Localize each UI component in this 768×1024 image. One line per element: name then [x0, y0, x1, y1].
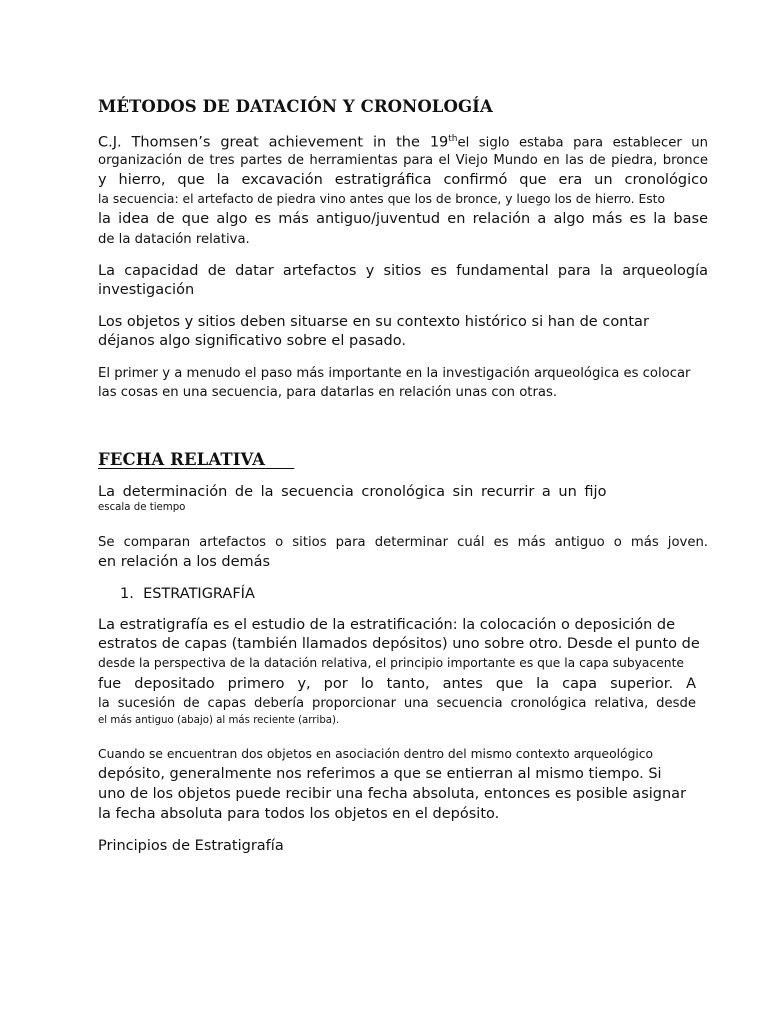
document-title: MÉTODOS DE DATACIÓN Y CRONOLOGÍA: [98, 97, 493, 116]
paragraph-7-line-1: La estratigrafía es el estudio de la estratificación: la colocación o deposición de: [98, 617, 676, 633]
paragraph-7-line-3: desde la perspectiva de la datación relativa, el principio importante es que la capa subyacente: [98, 656, 684, 670]
paragraph-7-line-4: fue depositado primero y, por lo tanto, antes que la capa superior. A: [98, 676, 696, 692]
paragraph-6-line-2: en relación a los demás: [98, 554, 271, 570]
p1-line1-main: C.J. Thomsen’s great achievement in the 19: [98, 134, 449, 151]
paragraph-5-line-2: escala de tiempo: [98, 502, 186, 513]
paragraph-1-line-4: la secuencia: el artefacto de piedra vino antes que los de bronce, y luego los de hierro. Esto: [98, 192, 666, 206]
heading-underline-tail: [265, 450, 294, 469]
paragraph-8-line-1: Cuando se encuentran dos objetos en asociación dentro del mismo contexto arqueológico: [98, 747, 654, 761]
paragraph-7-line-2: estratos de capas (también llamados depósitos) uno sobre otro. Desde el punto de: [98, 636, 700, 652]
paragraph-1-line-3: y hierro, que la excavación estratigráfica confirmó que era un cronológico: [98, 172, 708, 188]
list-item-estratigrafia: [120, 586, 255, 602]
list-item-label: ESTRATIGRAFÍA: [143, 586, 255, 602]
list-item-number: 1.: [120, 586, 134, 602]
paragraph-8-line-3: uno de los objetos puede recibir una fecha absoluta, entonces es posible asignar: [98, 786, 687, 802]
p1-line1-tail: el siglo estaba para establecer un: [457, 135, 709, 151]
paragraph-8-line-4: la fecha absoluta para todos los objetos en el depósito.: [98, 806, 500, 822]
paragraph-5-line-1: La determinación de la secuencia cronológica sin recurrir a un fijo: [98, 484, 607, 500]
paragraph-1-line-1: [98, 134, 708, 150]
paragraph-1-line-5: la idea de que algo es más antiguo/juventud en relación a algo más es la base: [98, 211, 708, 227]
p1-superscript: th: [448, 134, 458, 144]
paragraph-6-line-1: Se comparan artefactos o sitios para determinar cuál es más antiguo o más joven.: [98, 535, 708, 550]
paragraph-2-line-2: investigación: [98, 282, 195, 298]
paragraph-7-line-5: la sucesión de capas debería proporcionar una secuencia cronológica relativa, desde: [98, 696, 696, 711]
paragraph-2-line-1: La capacidad de datar artefactos y sitios es fundamental para la arqueología: [98, 263, 708, 279]
section-heading-fecha-relativa: [98, 450, 294, 469]
paragraph-1-line-6: de la datación relativa.: [98, 232, 250, 247]
paragraph-3-line-2: déjanos algo significativo sobre el pasado.: [98, 333, 406, 349]
paragraph-3-line-1: Los objetos y sitios deben situarse en su contexto histórico si han de contar: [98, 314, 649, 330]
paragraph-8-line-2: depósito, generalmente nos referimos a que se entierran al mismo tiempo. Si: [98, 766, 662, 782]
paragraph-9: Principios de Estratigrafía: [98, 838, 284, 854]
paragraph-7-line-6: el más antiguo (abajo) al más reciente (arriba).: [98, 715, 340, 726]
paragraph-1-line-2: organización de tres partes de herramientas para el Viejo Mundo en las de piedra, bronce: [98, 153, 708, 168]
heading-fecha-relativa-text: FECHA RELATIVA: [98, 450, 266, 469]
paragraph-4-line-1: El primer y a menudo el paso más importante en la investigación arqueológica es colocar: [98, 366, 691, 381]
paragraph-4-line-2: las cosas en una secuencia, para datarlas en relación unas con otras.: [98, 385, 558, 400]
